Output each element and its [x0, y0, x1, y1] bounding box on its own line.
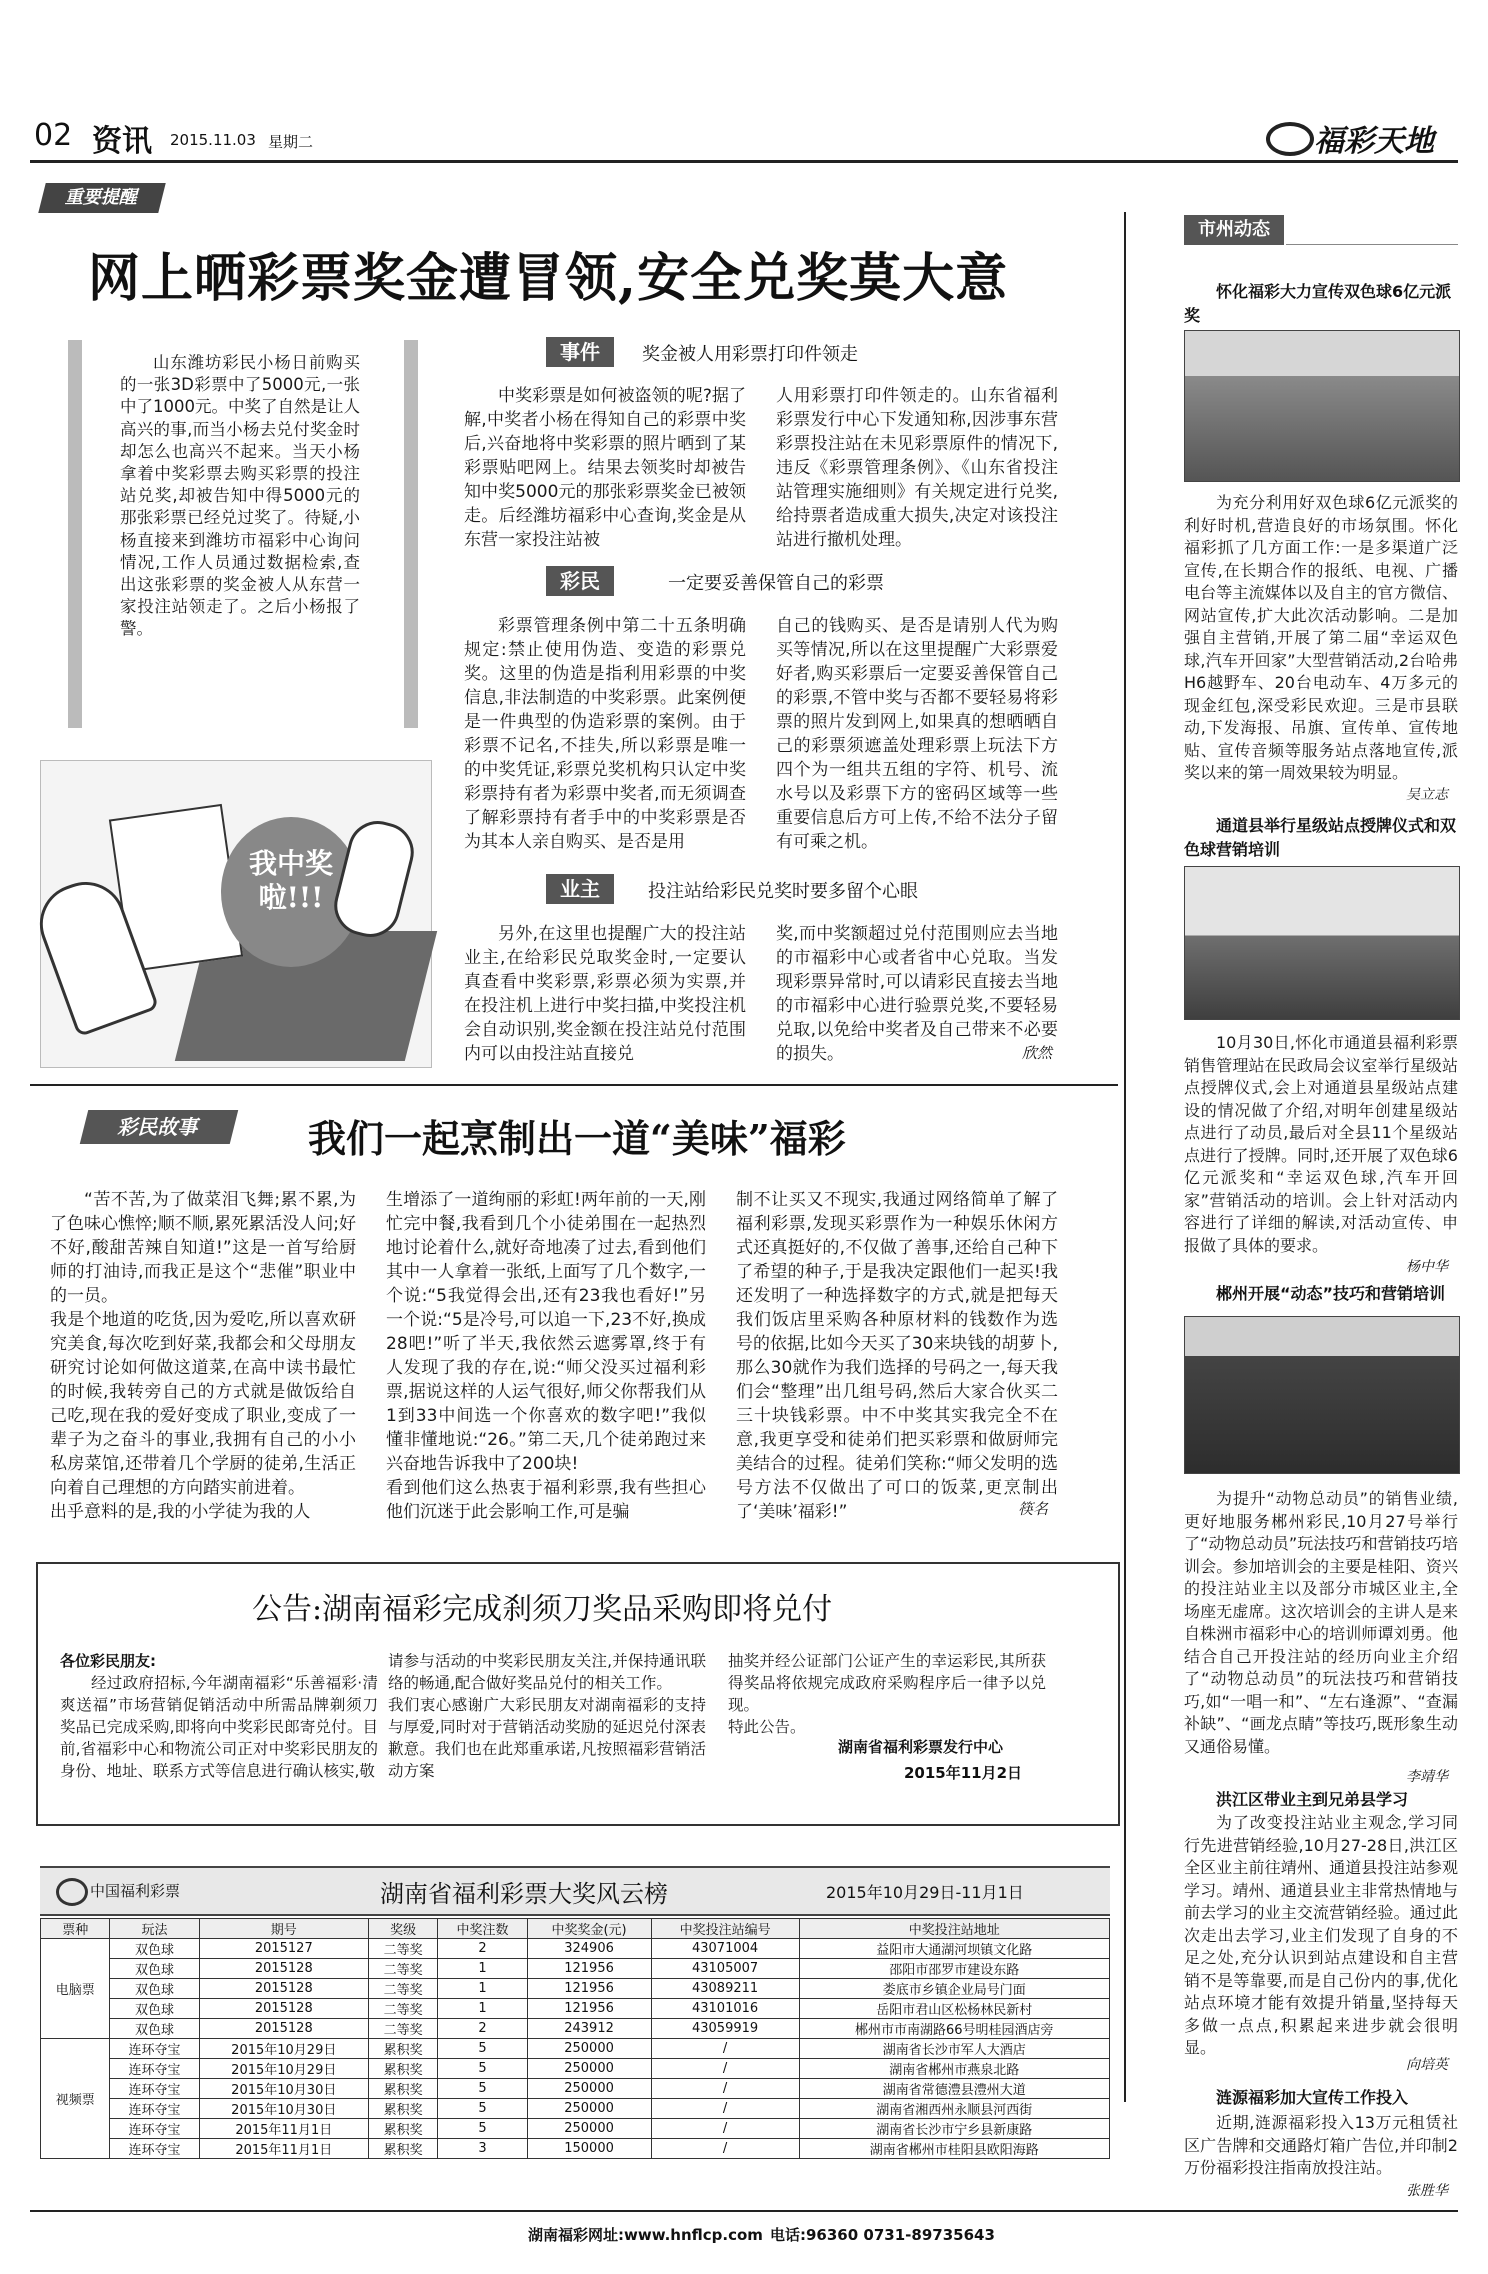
- table-cell: 2015128: [199, 1999, 368, 2019]
- table-cell: 邵阳市邵罗市建设东路: [799, 1959, 1109, 1979]
- sidebar-item-body: 为提升“动物总动员”的销售业绩,更好地服务郴州彩民,10月27号举行了“动物总动员”玩法技巧和营销技巧培训会。参加培训会的主要是桂阳、资兴的投注站业主以及部分市城区业主,全场座无虚席。这次培训会的主讲人是来自株洲市福彩中心的培训师谭刘勇。他结合自己开投注站的经历向业主介绍了“动物总动员”的玩法技巧和营销技巧,如“一唱一和”、“左右逢源”、“查漏补缺”、“画龙点睛”等技巧,既形象生动又通俗易懂。: [1184, 1489, 1458, 1756]
- table-cell: 双色球: [110, 1979, 199, 1999]
- table-cell: 2015年10月29日: [199, 2059, 368, 2079]
- sidebar-item-title: 郴州开展“动态”技巧和营销培训: [1216, 1284, 1446, 1303]
- player-col1: 彩票管理条例中第二十五条明确规定:禁止使用伪造、变造的彩票兑奖。这里的伪造是指利用彩票的中奖信息,非法制造的中奖彩票。此案例便是一件典型的伪造彩票的案例。由于彩票不记名,不挂失,所以彩票是唯一的中奖凭证,彩票兑奖机构只认定中奖彩票持有者为彩票中奖者,而无须调查了解彩票持有者手中的中奖彩票是否为其本人亲自购买、是否是用: [464, 616, 746, 852]
- table-cell: 5: [438, 2059, 527, 2079]
- welfare-lottery-logo: 中国福利彩票: [90, 1882, 181, 1900]
- table-cell: 43071004: [651, 1939, 799, 1959]
- table-cell: 累积奖: [368, 2139, 437, 2159]
- table-cell: 1: [438, 1999, 527, 2019]
- table-cell: 121956: [527, 1959, 651, 1979]
- table-cell: 双色球: [110, 1959, 199, 1979]
- sidebar-item-byline: 杨中华: [1406, 1259, 1448, 1275]
- prize-table-header-cell: 玩法: [110, 1919, 199, 1939]
- prize-period: 2015年10月29日-11月1日: [826, 1883, 1024, 1902]
- table-cell: 243912: [527, 2019, 651, 2039]
- story-col3: 制不让买又不现实,我通过网络简单了解了福利彩票,发现买彩票作为一种娱乐休闲方式还真挺好的,不仅做了善事,还给自己种下了希望的种子,于是我决定跟他们一起买!我还发明了一种选择数字的方式,就是把每天我们饭店里采购各种原材料的钱数作为选号的依据,比如今天买了30来块钱的胡萝卜,那么30就作为我们选择的号码之一,每天我们会“整理”出几组号码,然后大家合伙买二三十块钱彩票。中不中奖其实我完全不在意,我更享受和徒弟们把买彩票和做厨师完美结合的过程。徒弟们笑称:“师父发明的选号方法不仅做出了可口的饭菜,更烹制出了‘美味’福彩!”: [736, 1190, 1058, 1522]
- sidebar-photo-training: [1184, 1316, 1460, 1474]
- table-row: [41, 1979, 1110, 1999]
- illustration: [40, 760, 432, 1068]
- issue-date: 2015.11.03: [170, 131, 256, 149]
- table-cell: 2: [438, 1939, 527, 1959]
- sidebar-item-body: 近期,涟源福彩投入13万元租赁社区广告牌和交通路灯箱广告位,并印制2万份福彩投注指南放投注站。: [1184, 2113, 1458, 2177]
- table-cell: /: [651, 2119, 799, 2139]
- table-row: [41, 2139, 1110, 2159]
- table-cell: 121956: [527, 1979, 651, 1999]
- table-cell: 1: [438, 1979, 527, 1999]
- section-subtitle-event: 奖金被人用彩票打印件领走: [642, 344, 858, 365]
- table-cell: 二等奖: [368, 1959, 437, 1979]
- table-cell: 2015年10月30日: [199, 2099, 368, 2119]
- notice-signature: 湖南省福利彩票发行中心: [838, 1738, 1004, 1756]
- table-cell: 5: [438, 2079, 527, 2099]
- table-cell: 二等奖: [368, 1939, 437, 1959]
- table-row: [41, 1999, 1110, 2019]
- table-cell: 43059919: [651, 2019, 799, 2039]
- table-cell: 二等奖: [368, 1999, 437, 2019]
- sidebar-item-title: 怀化福彩大力宣传双色球6亿元派奖: [1184, 282, 1452, 325]
- prize-table-header-cell: 期号: [199, 1919, 368, 1939]
- table-cell: 累积奖: [368, 2119, 437, 2139]
- sidebar-item-title: 洪江区带业主到兄弟县学习: [1216, 1790, 1409, 1809]
- table-cell: 2: [438, 2019, 527, 2039]
- table-cell: 连环夺宝: [110, 2059, 199, 2079]
- table-cell: 累积奖: [368, 2099, 437, 2119]
- sidebar-photo-parade: [1184, 330, 1460, 482]
- table-cell: 150000: [527, 2139, 651, 2159]
- table-cell: 累积奖: [368, 2059, 437, 2079]
- table-cell: 43101016: [651, 1999, 799, 2019]
- table-row: [41, 2119, 1110, 2139]
- table-row: [41, 2059, 1110, 2079]
- table-cell: 湖南省长沙市宁乡县新康路: [799, 2119, 1109, 2139]
- prize-table-header-cell: 奖级: [368, 1919, 437, 1939]
- lead-bottom-rule: [30, 1084, 1118, 1086]
- sidebar-divider: [1124, 212, 1126, 2102]
- sidebar-item-byline: 张胜华: [1406, 2183, 1448, 2199]
- table-cell: 连环夺宝: [110, 2099, 199, 2119]
- section-name: 资讯: [92, 124, 152, 159]
- sidebar-item-byline: 吴立志: [1406, 787, 1448, 803]
- table-cell: 3: [438, 2139, 527, 2159]
- section-subtitle-player: 一定要妥善保管自己的彩票: [668, 573, 884, 594]
- ticket-type-cell: 视频票: [41, 2039, 110, 2159]
- table-cell: 250000: [527, 2119, 651, 2139]
- table-cell: 娄底市乡镇企业局号门面: [799, 1979, 1109, 1999]
- table-cell: 湖南省长沙市军人大酒店: [799, 2039, 1109, 2059]
- table-cell: 324906: [527, 1939, 651, 1959]
- table-cell: 益阳市大通湖河坝镇文化路: [799, 1939, 1109, 1959]
- table-cell: 二等奖: [368, 2019, 437, 2039]
- prize-table-header-cell: 票种: [41, 1919, 110, 1939]
- story-tag: 彩民故事: [80, 1110, 238, 1144]
- table-cell: 双色球: [110, 1939, 199, 1959]
- notice-sign-date: 2015年11月2日: [904, 1764, 1023, 1782]
- table-cell: 累积奖: [368, 2079, 437, 2099]
- notice-title: 公告:湖南福彩完成刹须刀奖品采购即将兑付: [252, 1592, 833, 1627]
- table-cell: /: [651, 2139, 799, 2159]
- prize-table: [40, 1918, 1110, 2159]
- table-cell: 5: [438, 2099, 527, 2119]
- story-col1: “苦不苦,为了做菜泪飞舞;累不累,为了色味心憔悴;顺不顺,累死累活没人问;好不好,酸甜苦辣自知道!”这是一首写给厨师的打油诗,而我正是这个“悲催”职业中的一员。 我是个地道的吃货,因为爱吃,所以喜欢研究美食,每次吃到好菜,我都会和父母朋友研究讨论如何做这道菜,在高中读书最忙的时候,我转旁自己的方式就是做饭给自己吃,现在我的爱好变成了职业,变成了一辈子为之奋斗的事业,我拥有自己的小小私房菜馆,还带着几个学厨的徒弟,生活正向着自己理想的方向踏实前进着。 出乎意料的是,我的小学徒为我的人: [50, 1190, 356, 1522]
- prize-title: 湖南省福利彩票大奖风云榜: [380, 1880, 668, 1908]
- lottery-logo-icon: [1266, 122, 1314, 156]
- table-cell: 郴州市市南湖路66号明桂园酒店旁: [799, 2019, 1109, 2039]
- table-cell: 2015年10月30日: [199, 2079, 368, 2099]
- table-cell: 2015127: [199, 1939, 368, 1959]
- table-cell: 2015年11月1日: [199, 2119, 368, 2139]
- notice-col3: 抽奖并经公证部门公证产生的幸运彩民,其所获得奖品将依规完成政府采购程序后一律予以兑现。 特此公告。: [728, 1652, 1046, 1736]
- header-rule: [30, 160, 1458, 163]
- table-cell: /: [651, 2099, 799, 2119]
- owner-col1: 另外,在这里也提醒广大的投注站业主,在给彩民兑取奖金时,一定要认真查看中奖彩票,彩票必须为实票,并在投注机上进行中奖扫描,中奖投注机会自动识别,奖金额在投注站兑付范围内可以由投注站直接兑: [464, 924, 746, 1064]
- sidebar-tag: 市州动态: [1184, 215, 1284, 245]
- sidebar-item-byline: 向培英: [1406, 2057, 1448, 2073]
- table-cell: 250000: [527, 2039, 651, 2059]
- notice-col1: 经过政府招标,今年湖南福彩“乐善福彩·清爽送福”市场营销促销活动中所需品牌剃须刀奖品已完成采购,即将向中奖彩民郎寄兑付。目前,省福彩中心和物流公司正对中奖彩民朋友的身份、地址、联系方式等信息进行确认核实,敬: [60, 1674, 378, 1780]
- notice-salutation: 各位彩民朋友:: [60, 1652, 156, 1670]
- notice-box: [36, 1562, 1120, 1826]
- footer-website: 湖南福彩网址:www.hnflcp.com: [528, 2226, 763, 2244]
- table-cell: 二等奖: [368, 1979, 437, 1999]
- table-cell: 连环夺宝: [110, 2119, 199, 2139]
- section-subtitle-owner: 投注站给彩民兑奖时要多留个心眼: [648, 881, 918, 902]
- lead-intro: 山东潍坊彩民小杨日前购买的一张3D彩票中了5000元,一张中了1000元。中奖了自然是让人高兴的事,而当小杨去兑付奖金时却怎么也高兴不起来。当天小杨拿着中奖彩票去购买彩票的投注站兑奖,却被告知中得5000元的那张彩票已经兑过奖了。待疑,小杨直接来到潍坊市福彩中心询问情况,工作人员通过数据检索,查出这张彩票的奖金被人从东营一家投注站领走了。之后小杨报了警。: [120, 353, 360, 639]
- prize-table-header-cell: 中奖奖金(元): [527, 1919, 651, 1939]
- section-tag-event: 事件: [546, 337, 614, 367]
- table-cell: 湖南省郴州市桂阳县欧阳海路: [799, 2139, 1109, 2159]
- table-cell: 连环夺宝: [110, 2039, 199, 2059]
- table-cell: 121956: [527, 1999, 651, 2019]
- sidebar-item-byline: 李靖华: [1406, 1769, 1448, 1785]
- sidebar-item-title: 通道县举行星级站点授牌仪式和双色球营销培训: [1184, 816, 1457, 859]
- table-cell: 双色球: [110, 2019, 199, 2039]
- table-row: [41, 2039, 1110, 2059]
- footer-rule: [30, 2210, 1458, 2212]
- welfare-lottery-logo-icon: [56, 1878, 88, 1906]
- table-cell: 岳阳市君山区松杨林民新村: [799, 1999, 1109, 2019]
- table-cell: 250000: [527, 2059, 651, 2079]
- player-col2: 自己的钱购买、是否是请别人代为购买等情况,所以在这里提醒广大彩票爱好者,购买彩票后一定要妥善保管自己的彩票,不管中奖与否都不要轻易将彩票的照片发到网上,如果真的想晒晒自己的彩票须遮盖处理彩票上玩法下方四个为一组共五组的字符、机号、流水号以及彩票下方的密码区域等一些重要信息后方可上传,不给不法分子留有可乘之机。: [776, 616, 1058, 852]
- table-cell: 2015128: [199, 2019, 368, 2039]
- section-tag-player: 彩民: [546, 566, 614, 596]
- table-cell: 2015年11月1日: [199, 2139, 368, 2159]
- table-cell: 43105007: [651, 1959, 799, 1979]
- table-cell: 250000: [527, 2099, 651, 2119]
- sidebar-item-body: 为充分利用好双色球6亿元派奖的利好时机,营造良好的市场氛围。怀化福彩抓了几方面工作:一是多渠道广泛宣传,在长期合作的报纸、电视、广播电台等主流媒体以及自主的官方微信、网站宣传,扩大此次活动影响。二是加强自主营销,开展了第二届“幸运双色球,汽车开回家”大型营销活动,2台哈弗H6越野车、20台电动车、4万多元的现金红包,深受彩民欢迎。三是市县联动,下发海报、吊旗、宣传单、宣传地贴、宣传音频等服务站点落地宣传,派奖以来的第一周效果较为明显。: [1184, 493, 1458, 782]
- issue-weekday: 星期二: [268, 133, 314, 151]
- table-row: [41, 2099, 1110, 2119]
- table-cell: 湖南省湘西州永顺县河西街: [799, 2099, 1109, 2119]
- prize-table-header-cell: 中奖注数: [438, 1919, 527, 1939]
- sidebar-item-body: 为了改变投注站业主观念,学习同行先进营销经验,10月27-28日,洪江区全区业主前往靖州、通道县投注站参观学习。靖州、通道县业主非常热情地与前去学习的业主交流营销经验。通过此次走出去学习,业主们发现了自身的不足之处,充分认识到站点建设和自主营销不是等靠要,而是自己份内的事,优化站点环境才能有效提升销量,坚持每天多做一点点,积累起来进步就会很明显。: [1184, 1813, 1458, 2057]
- table-cell: 1: [438, 1959, 527, 1979]
- table-cell: 43089211: [651, 1979, 799, 1999]
- table-cell: 5: [438, 2119, 527, 2139]
- owner-col2: 奖,而中奖额超过兑付范围则应去当地的市福彩中心或者省中心兑取。当发现彩票异常时,可以请彩民直接去当地的市福彩中心进行验票兑奖,不要轻易兑取,以免给中奖者及自己带来不必要的损失。: [776, 924, 1058, 1064]
- notice-col2: 请参与活动的中奖彩民朋友关注,并保持通讯联络的畅通,配合做好奖品兑付的相关工作。 我们衷心感谢广大彩民朋友对湖南福彩的支持与厚爱,同时对于营销活动奖励的延迟兑付深表歉意。我们也在此郑重承诺,凡按照福彩营销活动方案: [388, 1652, 706, 1780]
- sidebar-item-title: 涟源福彩加大宣传工作投入: [1216, 2088, 1409, 2107]
- prize-table-header-cell: 中奖投注站编号: [651, 1919, 799, 1939]
- table-row: [41, 2079, 1110, 2099]
- table-cell: 2015年10月29日: [199, 2039, 368, 2059]
- table-cell: 累积奖: [368, 2039, 437, 2059]
- sidebar-item-body: 10月30日,怀化市通道县福利彩票销售管理站在民政局会议室举行星级站点授牌仪式,会上对通道县星级站点建设的情况做了介绍,对明年创建星级站点进行了动员,最后对全县11个星级站点进行了授牌。同时,还开展了双色球6亿元派奖和“幸运双色球,汽车开回家”营销活动的培训。会上针对活动内容进行了详细的解读,对活动宣传、申报做了具体的要求。: [1184, 1033, 1458, 1255]
- footer-phone: 电话:96360 0731-89735643: [770, 2226, 995, 2244]
- event-col1: 中奖彩票是如何被盗领的呢?据了解,中奖者小杨在得知自己的彩票中奖后,兴奋地将中奖彩票的照片晒到了某彩票贴吧网上。结果去领奖时却被告知中奖5000元的那张彩票奖金已被领走。后经潍坊福彩中心查询,奖金是从东营一家投注站被: [464, 386, 746, 550]
- table-cell: 5: [438, 2039, 527, 2059]
- table-cell: 连环夺宝: [110, 2079, 199, 2099]
- story-headline: 我们一起烹制出一道“美味”福彩: [308, 1116, 846, 1161]
- table-cell: /: [651, 2039, 799, 2059]
- table-cell: 2015128: [199, 1959, 368, 1979]
- table-cell: 双色球: [110, 1999, 199, 2019]
- story-col2: 生增添了一道绚丽的彩虹!两年前的一天,刚忙完中餐,我看到几个小徒弟围在一起热烈地讨论着什么,就好奇地凑了过去,看到他们其中一人拿着一张纸,上面写了几个数字,一个说:“5我觉得会出,还有23我也看好!”另一个说:“5是冷号,可以追一下,23不好,换成28吧!”听了半天,我依然云遮雾罩,终于有人发现了我的存在,说:“师父没买过福利彩票,据说这样的人运气很好,师父你帮我们从1到33中间选一个你喜欢的数字吧!”我似懂非懂地说:“26。”第二天,几个徒弟跑过来兴奋地告诉我中了200块! 看到他们这么热衷于福利彩票,我有些担心他们沉迷于此会影响工作,可是骗: [386, 1190, 706, 1522]
- table-cell: 湖南省郴州市燕泉北路: [799, 2059, 1109, 2079]
- prize-table-header: [41, 1919, 1110, 1939]
- page-number: 02: [34, 118, 73, 153]
- table-cell: 2015128: [199, 1979, 368, 1999]
- story-byline: 筷名: [1018, 1500, 1049, 1518]
- ticket-type-cell: 电脑票: [41, 1939, 110, 2039]
- sidebar-tag-rule: [1286, 244, 1458, 245]
- event-col2: 人用彩票打印件领走的。山东省福利彩票发行中心下发通知称,因涉事东营彩票投注站在未见彩票原件的情况下,违反《彩票管理条例》、《山东省投注站管理实施细则》有关规定进行兑奖,给持票者造成重大损失,决定对该投注站进行撤机处理。: [776, 386, 1058, 550]
- lead-headline: 网上晒彩票奖金遭冒领,安全兑奖莫大意: [88, 248, 1009, 309]
- table-row: [41, 2019, 1110, 2039]
- sidebar-photo-ceremony: [1184, 866, 1460, 1020]
- hand-right-shape: [328, 815, 420, 944]
- illustration-caption: 我中奖啦!!!: [248, 847, 333, 914]
- table-cell: /: [651, 2079, 799, 2099]
- newspaper-logo: 福彩天地: [1314, 124, 1434, 159]
- table-cell: 250000: [527, 2079, 651, 2099]
- prize-table-header-cell: 中奖投注站地址: [799, 1919, 1109, 1939]
- table-cell: 湖南省常德澧县澧州大道: [799, 2079, 1109, 2099]
- owner-byline: 欣然: [1022, 1044, 1053, 1062]
- section-tag-owner: 业主: [546, 874, 614, 904]
- table-cell: /: [651, 2059, 799, 2079]
- lead-tag: 重要提醒: [38, 183, 165, 213]
- table-row: [41, 1959, 1110, 1979]
- table-row: [41, 1939, 1110, 1959]
- table-cell: 连环夺宝: [110, 2139, 199, 2159]
